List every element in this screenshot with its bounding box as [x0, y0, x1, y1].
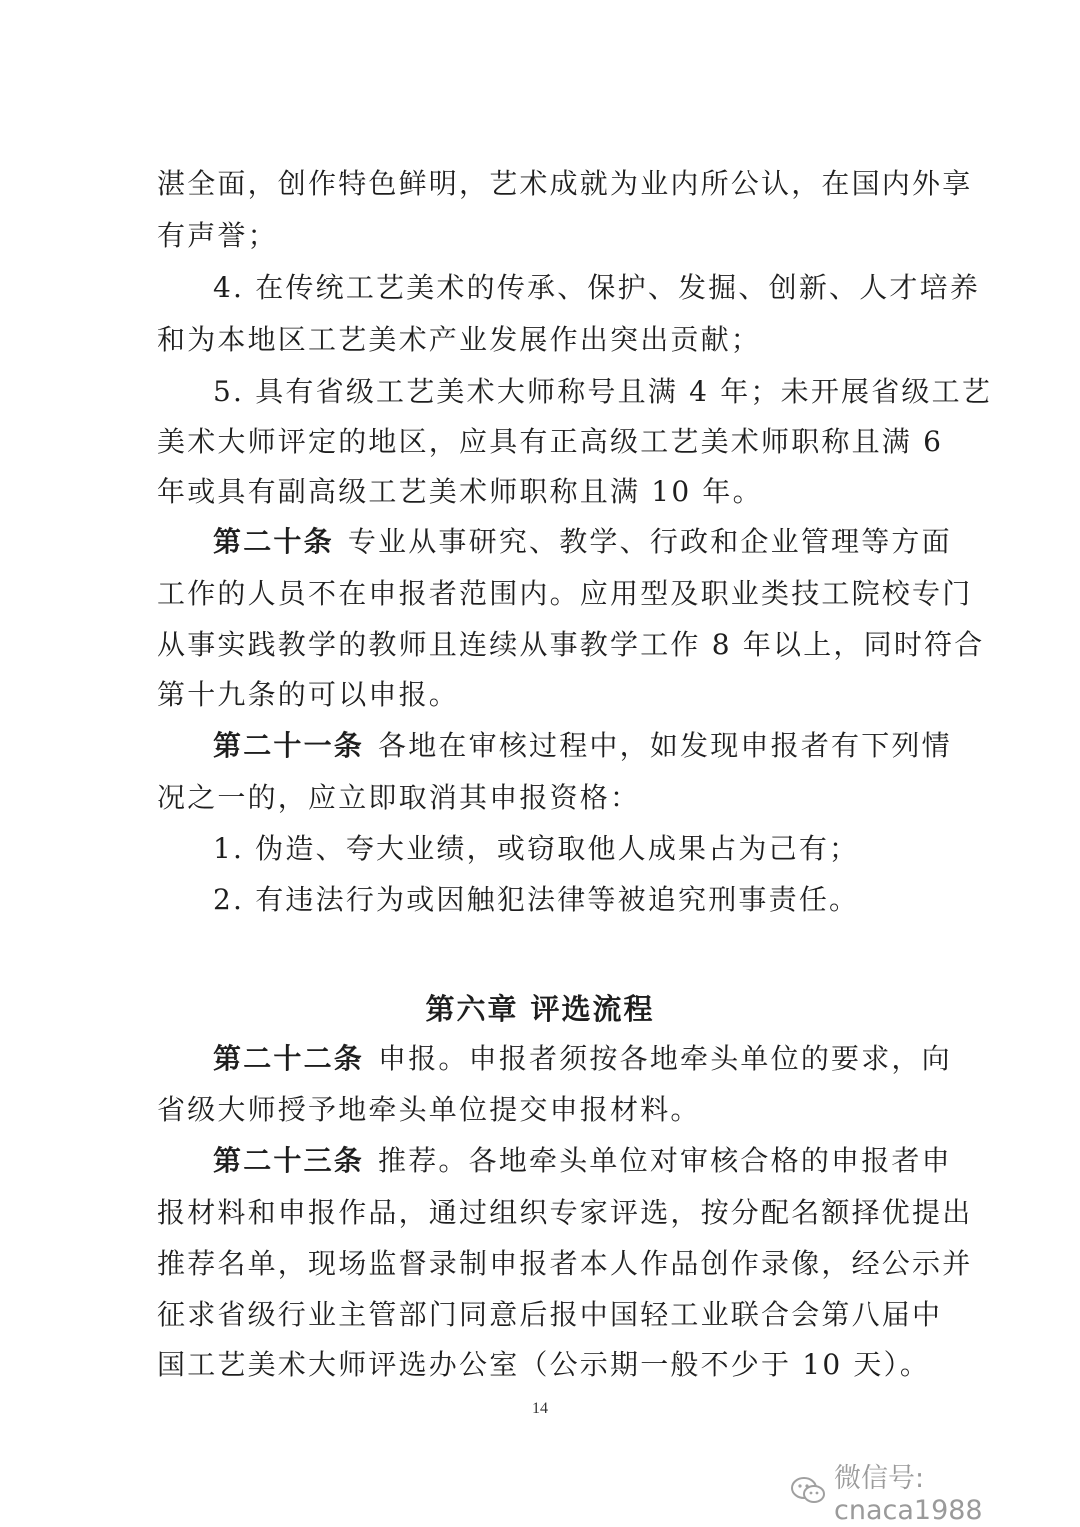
text-line: 省级大师授予地牵头单位提交申报材料。: [157, 1093, 701, 1126]
article-title: 第二十三条: [213, 1144, 365, 1177]
text-line: 美术大师评定的地区，应具有正高级工艺美术师职称且满 6: [157, 425, 944, 458]
chapter-heading: 第六章 评选流程: [425, 992, 655, 1026]
text-line: 征求省级行业主管部门同意后报中国轻工业联合会第八届中: [157, 1298, 943, 1331]
text-line: 和为本地区工艺美术产业发展作出突出贡献；: [157, 323, 762, 356]
text-line: 湛全面，创作特色鲜明，艺术成就为业内所公认，在国内外享: [157, 167, 973, 200]
text-line: 工作的人员不在申报者范围内。应用型及职业类技工院校专门: [157, 577, 973, 610]
text-line: 国工艺美术大师评选办公室（公示期一般不少于 10 天）。: [157, 1348, 931, 1381]
wechat-watermark: [790, 1456, 1080, 1526]
page-number: 14: [532, 1400, 548, 1417]
article-text: 推荐。各地牵头单位对审核合格的申报者申: [378, 1144, 952, 1177]
article-title: 第二十条: [213, 525, 334, 558]
list-item: 1. 伪造、夸大业绩，或窃取他人成果占为己有；: [213, 832, 860, 865]
list-item: 2. 有违法行为或因触犯法律等被追究刑事责任。: [213, 883, 860, 916]
article-text: 申报。申报者须按各地牵头单位的要求，向: [378, 1042, 952, 1075]
wechat-icon: [790, 1476, 826, 1506]
article-20-first-line: [213, 524, 952, 560]
text-line: 推荐名单，现场监督录制申报者本人作品创作录像，经公示并: [157, 1247, 973, 1280]
article-title: 第二十二条: [213, 1042, 365, 1075]
article-text: 各地在审核过程中，如发现申报者有下列情: [378, 729, 952, 762]
text-line: 4. 在传统工艺美术的传承、保护、发掘、创新、人才培养: [213, 271, 981, 304]
text-line: 5. 具有省级工艺美术大师称号且满 4 年；未开展省级工艺: [213, 375, 993, 408]
text-line: 报材料和申报作品，通过组织专家评选，按分配名额择优提出: [157, 1196, 973, 1229]
text-line: 年或具有副高级工艺美术师职称且满 10 年。: [157, 475, 763, 508]
text-line: 第十九条的可以申报。: [157, 678, 460, 711]
article-text: 专业从事研究、教学、行政和企业管理等方面: [347, 525, 952, 558]
article-22-first-line: [213, 1041, 952, 1077]
article-title: 第二十一条: [213, 729, 365, 762]
watermark-text: 微信号: cnaca1988: [834, 1463, 983, 1526]
article-21-first-line: [213, 728, 952, 764]
text-line: 从事实践教学的教师且连续从事教学工作 8 年以上，同时符合: [157, 628, 985, 661]
text-line: 况之一的，应立即取消其申报资格：: [157, 781, 641, 814]
article-23-first-line: [213, 1143, 952, 1179]
text-line: 有声誉；: [157, 219, 278, 252]
